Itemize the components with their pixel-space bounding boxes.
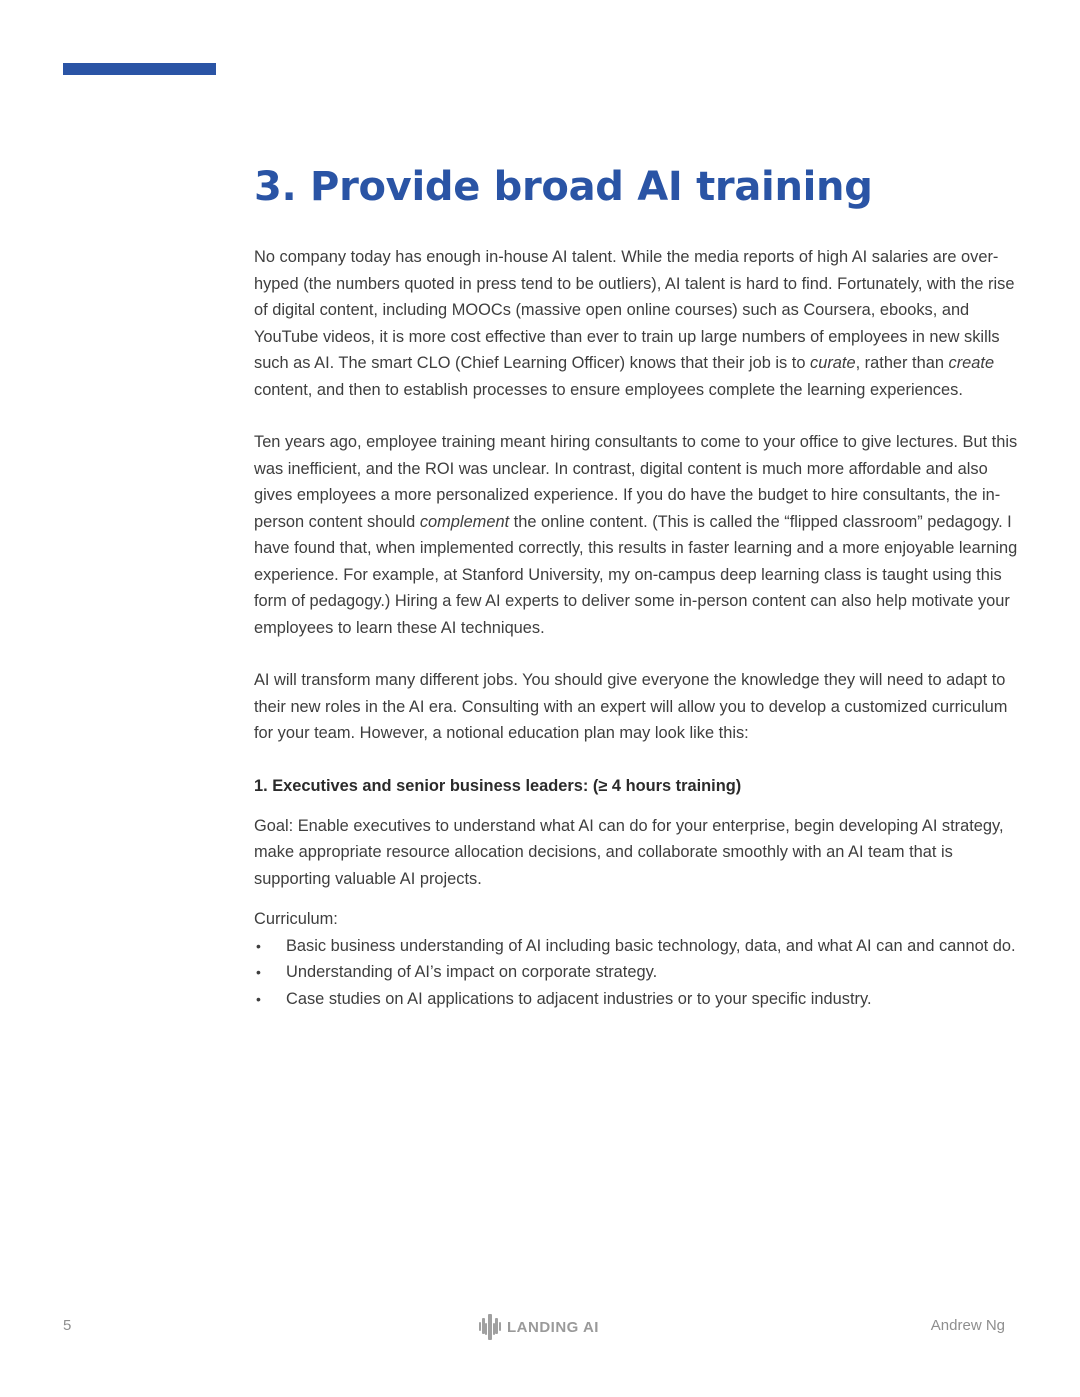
paragraph-text: the online content. (This is called the “flipped classroom” pedagogy. I have found that, when implemented correctly, this results in faster learning and a more enjoyable learning experience. For example, at Stanford University, my on-campus deep learning class is taught using this form of pedagogy.) Hiring a few AI experts to deliver some in-person content can also help motivate your employees to learn these AI techniques. (254, 512, 1018, 637)
section-goal: Goal: Enable executives to understand what AI can do for your enterprise, begin developing AI strategy, make appropriate resource allocation decisions, and collaborate smoothly with an AI team that is supporting valuable AI projects. (254, 816, 1004, 888)
paragraph-text: , rather than (855, 354, 949, 372)
emphasis-text: curate (810, 354, 856, 372)
curriculum-label: Curriculum: (254, 910, 338, 928)
page-title: 3. Provide broad AI training (254, 164, 873, 210)
header-accent-bar (63, 63, 216, 75)
bullet-icon: • (256, 964, 261, 980)
list-item-text: Case studies on AI applications to adjacent industries or to your specific industry. (286, 989, 872, 1008)
paragraph-text: Ten years ago, employee training meant hiring consultants to come to your office to give lectures. But this was inefficient, and the ROI was unclear. In contrast, digital content is much more affordable and also gives employees a more personalized experience. If you do have the budget to hire consultants, the in-person content should (254, 433, 1018, 531)
paragraph-talent (254, 244, 1024, 403)
page-number: 5 (63, 1317, 72, 1334)
emphasis-text: create (948, 354, 995, 372)
list-item (254, 933, 1024, 960)
emphasis-text: complement (419, 512, 510, 531)
list-item (254, 959, 1024, 986)
landing-ai-logo-icon (479, 1314, 501, 1340)
footer-author: Andrew Ng (930, 1317, 1005, 1334)
paragraph-text: content, and then to establish processes to ensure employees complete the learning experiences. (254, 380, 963, 399)
curriculum-list (254, 933, 1024, 1013)
bullet-icon: • (256, 990, 261, 1007)
section-heading-executives: 1. Executives and senior business leaders: (≥ 4 hours training) (254, 776, 742, 795)
list-item-text: Understanding of AI’s impact on corporate strategy. (286, 963, 658, 981)
paragraph-training-history (254, 429, 1024, 641)
list-item-text: Basic business understanding of AI including basic technology, data, and what AI can and cannot do. (286, 936, 1016, 955)
paragraph-text: No company today has enough in-house AI talent. While the media reports of high AI salaries are over-hyped (the numbers quoted in press tend to be outliers), AI talent is hard to find. Fortunately, with the rise of digital content, including MOOCs (massive open online courses) such as Coursera, ebooks, and YouTube videos, it is more cost effective than ever to train up large numbers of employees in new skills such as AI. The smart CLO (Chief Learning Officer) knows that their job is to (254, 248, 1015, 372)
list-item (254, 986, 1024, 1013)
bullet-icon: • (256, 937, 261, 954)
main-content (254, 160, 1024, 1012)
footer-logo (479, 1314, 599, 1340)
footer-logo-text: LANDING AI (507, 1318, 599, 1336)
paragraph-education-plan: AI will transform many different jobs. You should give everyone the knowledge they will need to adapt to their new roles in the AI era. Consulting with an expert will allow you to develop a customized curriculum for your team. However, a notional education plan may look like this: (254, 671, 1008, 742)
